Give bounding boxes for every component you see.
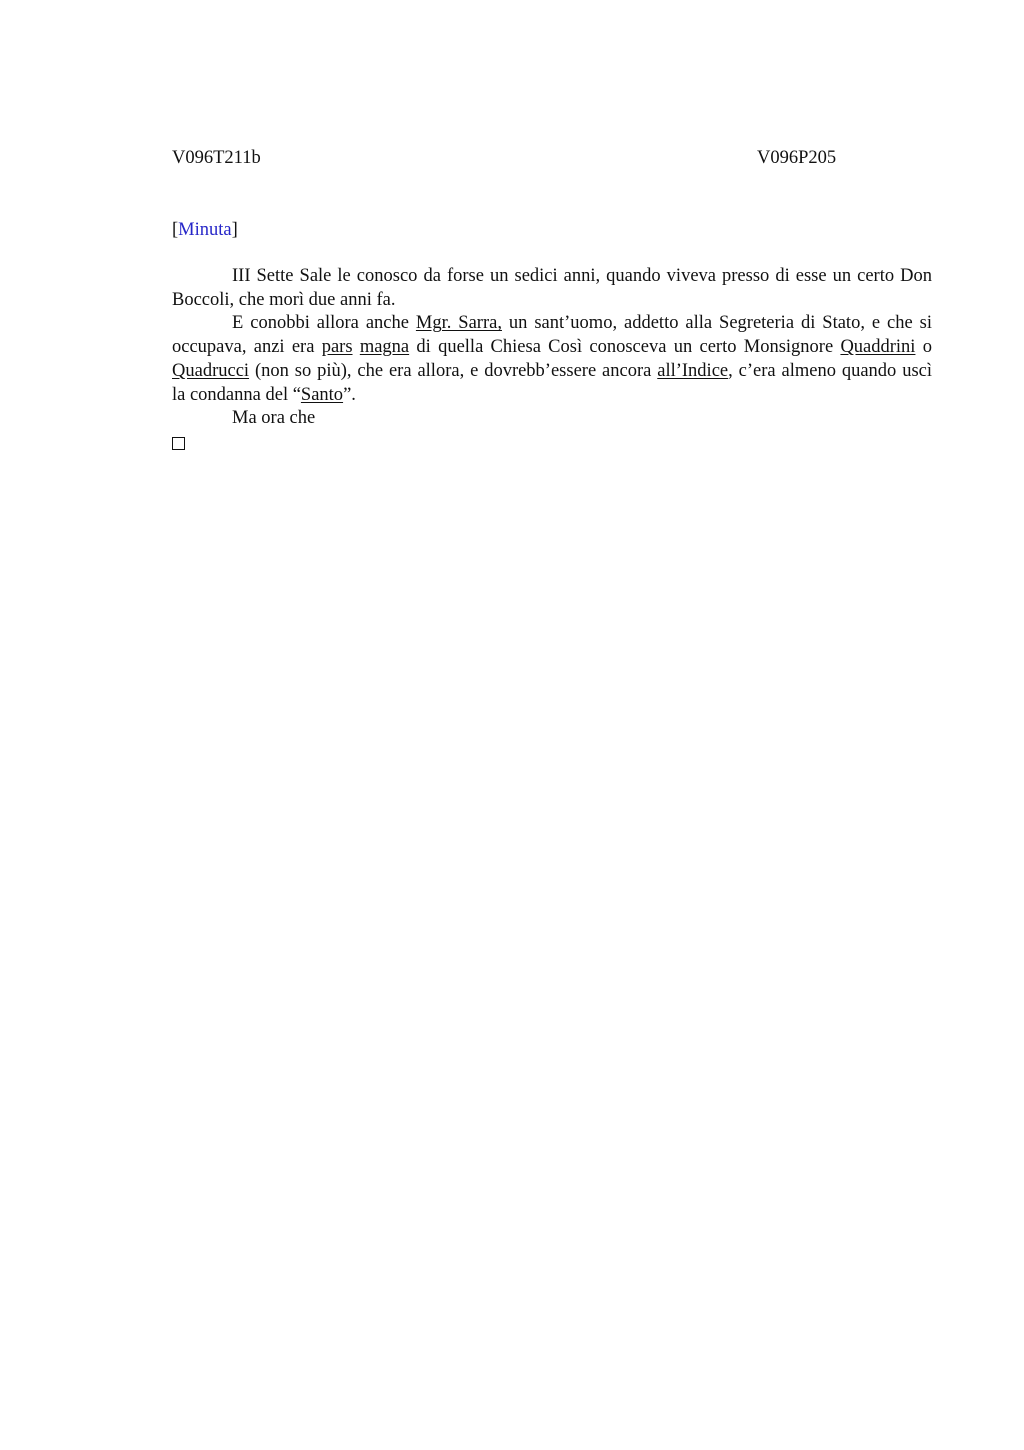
underlined-name-sarra: Mgr. Sarra,: [415, 313, 502, 334]
text-run: E conobbi allora anche: [232, 313, 416, 334]
underlined-santo: Santo: [300, 384, 344, 405]
text-run: di quella Chiesa Così conosceva un certo Monsignore: [409, 337, 841, 358]
text-run: o: [915, 337, 932, 358]
text-run: [353, 337, 360, 357]
document-code-left: V096T211b: [172, 148, 261, 168]
underlined-name-quadrucci: Quadrucci: [172, 360, 250, 381]
underlined-pars: pars: [321, 337, 353, 358]
underlined-all-indice: all’Indice: [657, 360, 729, 381]
text-run: (non so più), che era allora, e dovrebb’essere ancora: [249, 360, 658, 381]
text-run: ”.: [343, 384, 356, 405]
paragraph-3: Ma ora che: [232, 408, 316, 429]
text-run: un sant’uomo, addetto alla Segreteria di Stato, e che si occupava, anzi era: [172, 313, 932, 358]
text-run: , c’era almeno quando uscì la condanna del “: [172, 360, 932, 405]
draft-label-text: Minuta: [178, 220, 232, 240]
underlined-magna: magna: [359, 337, 410, 358]
draft-label: [172, 218, 238, 242]
paragraph-2: [172, 312, 932, 407]
letter-body: [172, 265, 932, 450]
empty-square-icon: [172, 437, 185, 450]
close-bracket: ]: [231, 220, 238, 240]
open-bracket: [: [172, 220, 179, 240]
underlined-name-quaddrini: Quaddrini: [840, 337, 916, 358]
page-code-right: V096P205: [757, 148, 837, 168]
paragraph-1: III Sette Sale le conosco da forse un sedici anni, quando viveva presso di esse un certo Don Boccoli, che morì due anni fa.: [172, 266, 932, 310]
